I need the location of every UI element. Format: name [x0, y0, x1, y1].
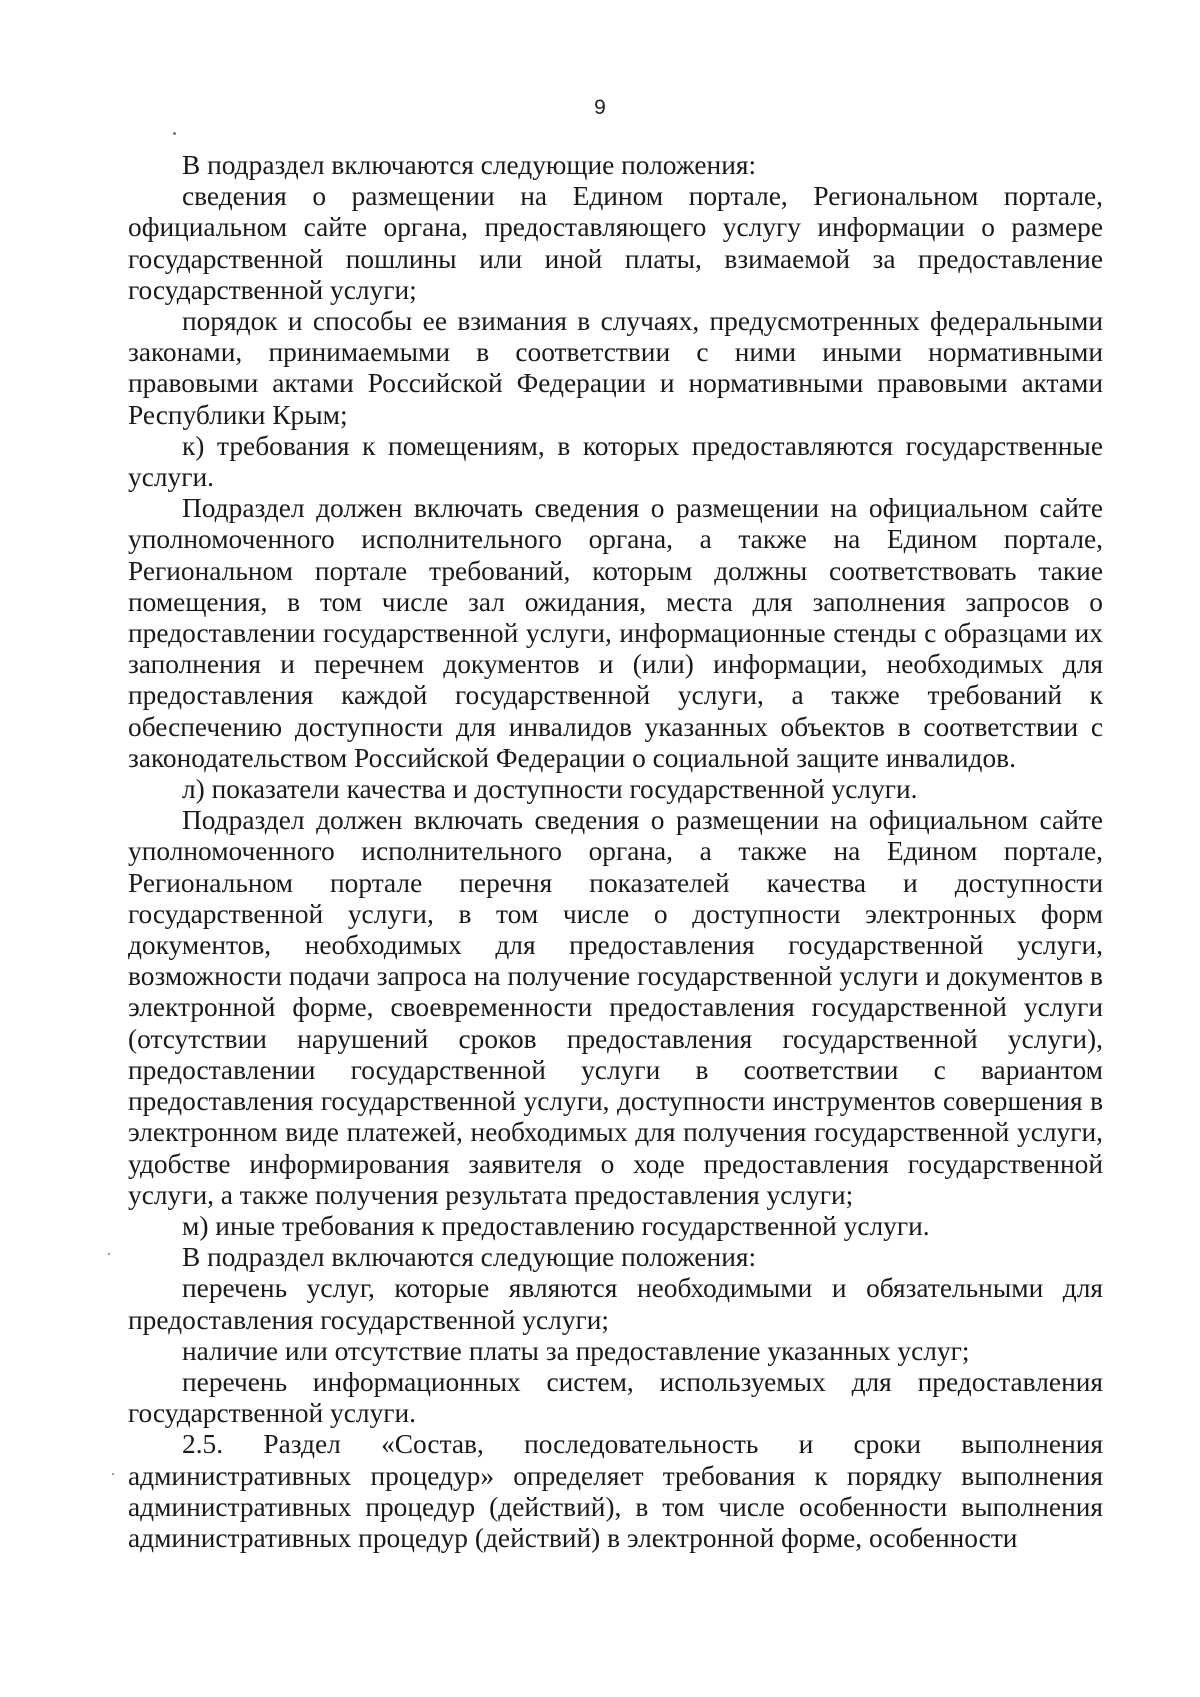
- paragraph-required-services: перечень услуг, которые являются необходимыми и обязательными для предоставления государственной услуги;: [128, 1273, 1103, 1335]
- paragraph-services-fee: наличие или отсутствие платы за предоставление указанных услуг;: [182, 1335, 970, 1366]
- paragraph-quality-indicators: Подраздел должен включать сведения о размещении на официальном сайте уполномоченного исполнительного органа, а также на Едином портале, Региональном портале перечня показателей качества и доступности государственной услуги, в том числе о доступности электронных форм документов, необходимых для предоставления государственной услуги, возможности подачи запроса на получение государственной услуги и документов в электронной форме, своевременности предоставления государственной услуги (отсутствии нарушений сроков предоставления государственной услуги), предоставлении государственной услуги в соответствии с вариантом предоставления государственной услуги, доступности инструментов совершения в электронном виде платежей, необходимых для получения государственной услуги, удобстве информирования заявителя о ходе предоставления государственной услуги, а также получения результата предоставления услуги;: [128, 805, 1103, 1210]
- paragraph-subsection-intro-2: В подраздел включаются следующие положения:: [182, 1242, 757, 1273]
- document-body: [128, 150, 1103, 1554]
- paragraph-fee-procedure: порядок и способы ее взимания в случаях, предусмотренных федеральными законами, принимаемыми в соответствии с ними иными нормативными правовыми актами Российской Федерации и нормативными правовыми актами Республики Крым;: [128, 306, 1103, 430]
- scan-speck: [112, 1473, 114, 1475]
- paragraph-subsection-intro: В подраздел включаются следующие положения:: [182, 150, 757, 180]
- paragraph-information-systems: перечень информационных систем, используемых для предоставления государственной услуги.: [128, 1366, 1103, 1429]
- scan-speck: [173, 132, 176, 135]
- paragraph-fee-info: сведения о размещении на Едином портале, Региональном портале, официальном сайте органа, предоставляющего услугу информации о размере государственной пошлины или иной платы, взимаемой за предоставление государственной услуги;: [128, 181, 1103, 305]
- paragraph-item-l: л) показатели качества и доступности государственной услуги.: [182, 774, 918, 805]
- paragraph-item-m: м) иные требования к предоставлению государственной услуги.: [182, 1210, 930, 1241]
- paragraph-premises-requirements: Подраздел должен включать сведения о размещении на официальном сайте уполномоченного исполнительного органа, а также на Едином портале, Региональном портале требований, которым должны соответствовать такие помещения, в том числе зал ожидания, места для заполнения запросов о предоставлении государственной услуги, информационные стенды с образцами их заполнения и перечнем документов и (или) информации, необходимых для предоставления каждой государственной услуги, а также требований к обеспечению доступности для инвалидов указанных объектов в соответствии с законодательством Российской Федерации о социальной защите инвалидов.: [128, 493, 1103, 773]
- scan-speck: [108, 1253, 110, 1255]
- paragraph-section-2-5: 2.5. Раздел «Состав, последовательность и сроки выполнения административных процедур» определяет требования к порядку выполнения административных процедур (действий), в том числе особенности выполнения административных процедур (действий) в электронной форме, особенности: [128, 1429, 1103, 1553]
- page-number: 9: [594, 96, 606, 119]
- paragraph-item-k: к) требования к помещениям, в которых предоставляются государственные услуги.: [128, 430, 1103, 493]
